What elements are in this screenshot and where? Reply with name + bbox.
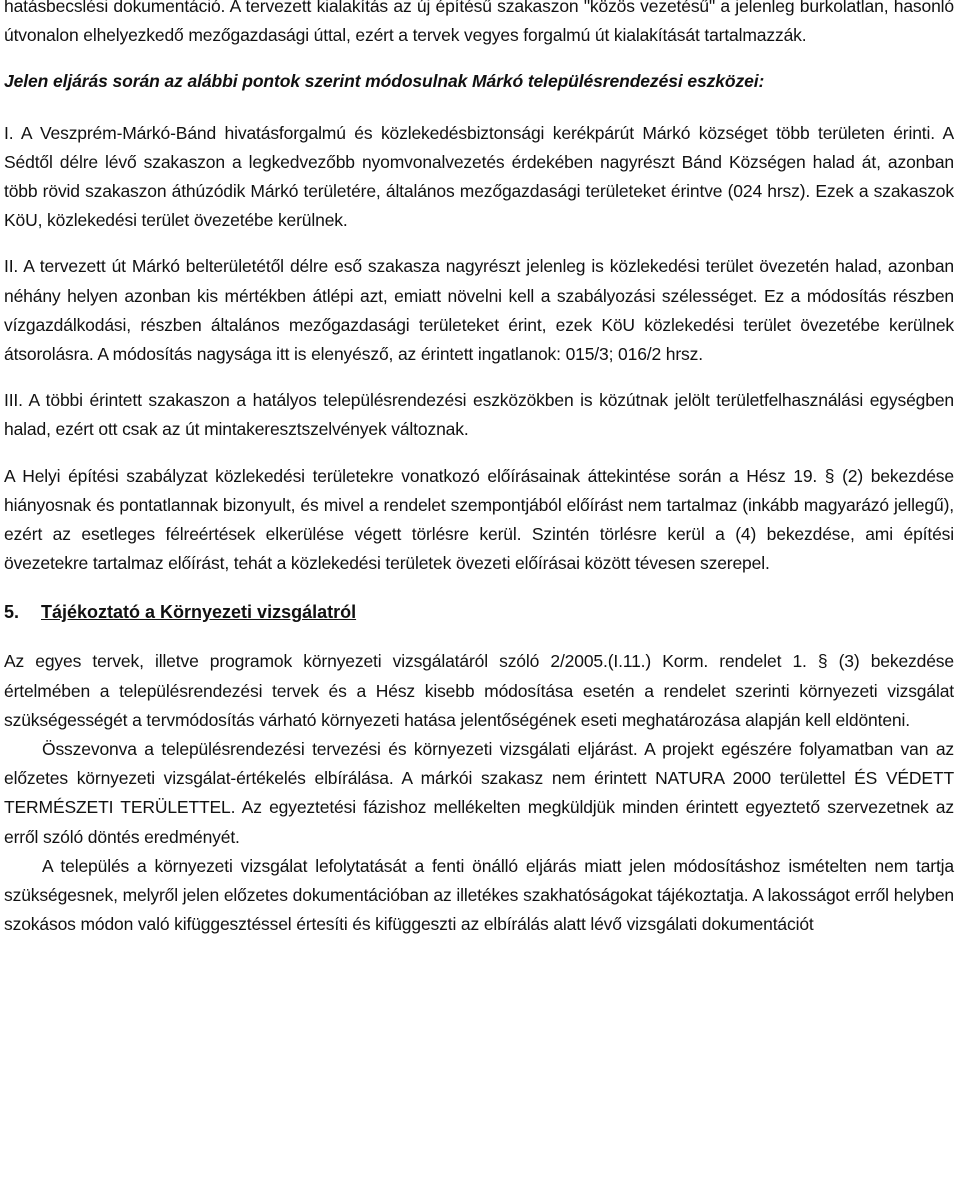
section-heading [4, 598, 954, 627]
list-item-2: II. A tervezett út Márkó belterületétől délre eső szakasza nagyrészt jelenleg is közlekedési terület övezetén halad, azonban néhány helyen azonban kis mértékben átlépi azt, emiatt növelni kell a szabályozási szélességet. Ez a módosítás részben vízgazdálkodási, részben általános mezőgazdasági területeket érint, ezek KöU közlekedési terület övezetébe kerülnek átsorolásra. A módosítás nagysága itt is elenyésző, az érintett ingatlanok: 015/3; 016/2 hrsz. [4, 256, 954, 365]
hesz-paragraph: A Helyi építési szabályzat közlekedési területekre vonatkozó előírásainak áttekintése során a Hész 19. § (2) bekezdése hiányosnak és pontatlannak bizonyult, és mivel a rendelet szempontjából előírást nem tartalmaz (inkább magyarázó jellegű), ezért az esetleges félreértések elkerülése végett törlésre kerül. Szintén törlésre kerül a (4) bekezdése, ami építési övezetekre tartalmaz előírást, tehát a közlekedési területek övezeti előírásai között tévesen szerepel. [4, 465, 954, 574]
section-number: 5. [4, 602, 20, 623]
env-paragraph-1: Az egyes tervek, illetve programok környezeti vizsgálatáról szóló 2/2005.(I.11.) Korm. rendelet 1. § (3) bekezdése értelmében a településrendezési tervek és a Hész kisebb módosítása esetén a rendelet szerinti környezeti vizsgálat szükségességét a tervmódosítás várható környezeti hatása jelentőségének eseti meghatározása alapján kell eldönteni. [4, 651, 954, 730]
list-item-1: I. A Veszprém-Márkó-Bánd hivatásforgalmú és közlekedésbiztonsági kerékpárút Márkó községet több területen érinti. A Sédtől délre lévő szakaszon a legkedvezőbb nyomvonalvezetés érdekében nagyrészt Bánd Községen halad át, azonban több rövid szakaszon áthúzódik Márkó területére, általános mezőgazdasági területeket érintve (024 hrsz). Ezek a szakaszok KöU, közlekedési terület övezetébe kerülnek. [4, 122, 954, 231]
lead-paragraph: Jelen eljárás során az alábbi pontok szerint módosulnak Márkó településrendezési eszközei: [4, 71, 765, 92]
env-paragraph-2: Összevonva a településrendezési tervezési és környezeti vizsgálati eljárást. A projekt egészére folyamatban van az előzetes környezeti vizsgálat-értékelés elbírálása. A márkói szakasz nem érintett NATURA 2000 területtel ÉS VÉDETT TERMÉSZETI TERÜLETTEL. Az egyeztetési fázishoz mellékelten megküldjük minden érintett egyeztető szervezetnek az erről szóló döntés eredményét. [4, 739, 954, 847]
list-item-3: III. A többi érintett szakaszon a hatályos településrendezési eszközökben is közútnak jelölt területfelhasználási egységben halad, ezért ott csak az út mintakeresztszelvények változnak. [4, 390, 954, 440]
intro-paragraph: hatásbecslési dokumentáció. A tervezett kialakítás az új építésű szakaszon "közös vezetésű" a jelenleg burkolatlan, hasonló útvonalon elhelyezkedő mezőgazdasági úttal, ezért a tervek vegyes forgalmú út kialakítását tartalmazzák. [4, 0, 954, 46]
env-paragraph-3: A település a környezeti vizsgálat lefolytatását a fenti önálló eljárás miatt jelen módosításhoz ismételten nem tartja szükségesnek, melyről jelen előzetes dokumentációban az illetékes szakhatóságokat tájékoztatja. A lakosságot erről helyben szokásos módon való kifüggesztéssel értesíti és kifüggeszti az elbírálás alatt lévő vizsgálati dokumentációt [4, 855, 954, 935]
section-title: Tájékoztató a Környezeti vizsgálatról [41, 602, 357, 623]
